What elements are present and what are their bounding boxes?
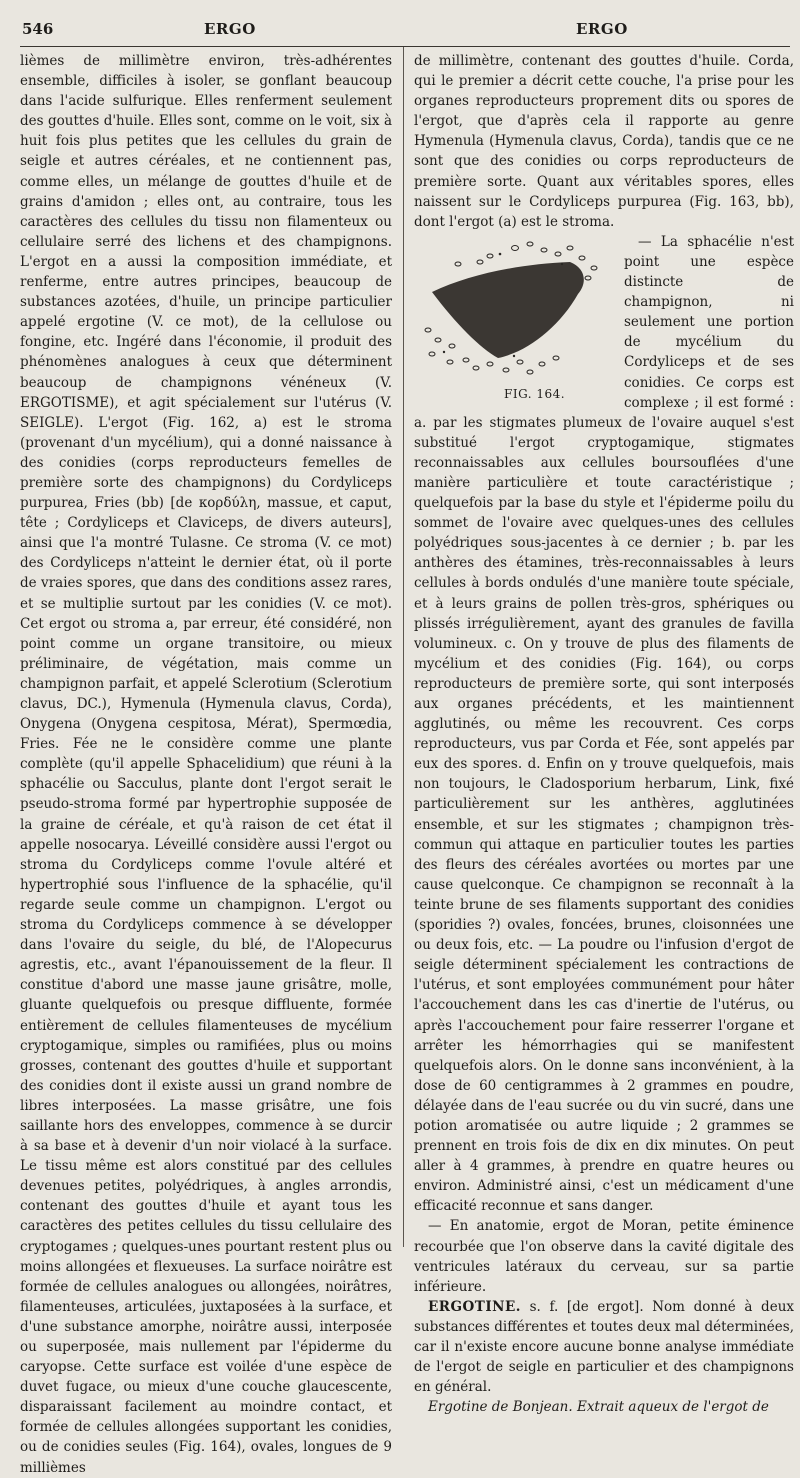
- right-paragraph-anatomie: — En anatomie, ergot de Moran, petite éminence recourbée que l'on observe dans la cavité digitale des ventricules latéraux du cerveau, sur sa partie inférieure.: [414, 1218, 794, 1295]
- left-column: [20, 51, 392, 1478]
- right-paragraph-1: de millimètre, contenant des gouttes d'huile. Corda, qui le premier a décrit cette couche, l'a prise pour les organes reproducteurs proprement dits ou spores de l'ergot, que d'après cela il rapporte au genre Hymenula (Hymenula clavus, Corda), tandis que ce ne sont que des conidies ou corps reproducteurs de première sorte. Quant aux véritables spores, elles naissent sur le Cordyliceps purpurea (Fig. 163, bb), dont l'ergot (a) est le stroma.: [414, 53, 794, 230]
- right-running-title: ERGO: [576, 20, 628, 38]
- page-number: 546: [22, 20, 54, 38]
- entry-definition: s. f. [de ergot]. Nom donné à deux substances différentes et toutes deux mal déterminées, car il n'existe encore aucune bonne analyse immédiate de l'ergot de seigle en particulier et des champignons en général.: [414, 1298, 794, 1396]
- ergot-conidia-illustration: [410, 234, 616, 406]
- left-paragraph: lièmes de millimètre environ, très-adhérentes ensemble, difficiles à isoler, se gonflant beaucoup dans l'acide sulfurique. Elles renferment seulement des gouttes d'huile. Elles sont, comme on le voit, six à huit fois plus petites que les cellules du grain de seigle et autres céréales, et ne contiennent pas, comme elles, un mélange de gouttes d'huile et de grains d'amidon ; elles ont, au contraire, tous les caractères des cellules du tissu non filamenteux ou cellulaire serré des lichens et des champignons. L'ergot en a aussi la composition immédiate, et renferme, entre autres principes, beaucoup de substances azotées, d'huile, un principe particulier appelé ergotine (V. ce mot), de la cellulose ou fongine, etc. Ingéré dans l'économie, il produit des phénomènes analogues à ceux que déterminent beaucoup de champignons vénéneux (V. ERGOTISME), et agit spécialement sur l'utérus (V. SEIGLE). L'ergot (Fig. 162, a) est le stroma (provenant d'un mycélium), qui a donné naissance à des conidies (corps reproducteurs femelles de première sorte des champignons) du Cordyliceps purpurea, Fries (bb) [de κορδύλη, massue, et caput, tête ; Cordyliceps et Claviceps, de divers auteurs], ainsi que l'a montré Tulasne. Ce stroma (V. ce mot) des Cordyliceps n'atteint le dernier état, où il porte de vraies spores, que dans des conditions assez rares, et se multiplie surtout par les conidies (V. ce mot). Cet ergot ou stroma a, par erreur, été considéré, non point comme un organe transitoire, ou mieux préliminaire, de végétation, mais comme un champignon parfait, et appelé Sclerotium (Sclerotium clavus, DC.), Hymenula (Hymenula clavus, Corda), Onygena (Onygena cespitosa, Mérat), Spermœdia, Fries. Fée ne le considère comme une plante complète (qu'il appelle Sphacelidium) que réuni à la sphacélie ou Sacculus, plante dont l'ergot serait le pseudo-stroma formé par hypertrophie supposée de la graine de céréale, et qu'à raison de cet état il appelle nosocarya. Léveillé considère aussi l'ergot ou stroma du Cordyliceps comme l'ovule altéré et hypertrophié sous l'influence de la sphacélie, qu'il regarde seule comme un champignon. L'ergot ou stroma du Cordyliceps commence à se développer dans l'ovaire du seigle, du blé, de l'Alopecurus agrestis, etc., avant l'épanouissement de la fleur. Il constitue d'abord une masse jaune grisâtre, molle, gluante quelquefois ou presque diffluente, formée entièrement de cellules filamenteuses de mycélium cryptogamique, simples ou ramifiées, plus ou moins grosses, contenant des gouttes d'huile et supportant des conidies dont il existe aussi un grand nombre de libres interposées. La masse grisâtre, une fois saillante hors des enveloppes, commence à se durcir à sa base et à devenir d'un noir violacé à la surface. Le tissu même est alors constitué par des cellules devenues petites, polyédriques, à angles arrondis, contenant des gouttes d'huile et ayant tous les caractères des petites cellules du tissu cellulaire des cryptogames ; quelques-unes pourtant restent plus ou moins allongées et flexueuses. La surface noirâtre est formée de cellules analogues ou allongées, noirâtres, filamenteuses, articulées, juxtaposées à la surface, et d'une substance amorphe, noirâtre aussi, interposée ou superposée, mais nullement par l'épiderme du caryopse. Cette surface est voilée d'une espèce de duvet fugace, ou mieux d'une couche glaucescente, disparaissant facilement au moindre contact, et formée de cellules allongées supportant les conidies, ou de conidies seules (Fig. 164), ovales, longues de 9 millièmes: [20, 53, 392, 1476]
- right-paragraph-sphacelie: [414, 232, 794, 1217]
- figure-caption: FIG. 164.: [504, 386, 566, 401]
- column-divider: [403, 47, 404, 1247]
- entry-ergotine: [414, 1297, 794, 1397]
- sphacelie-text: — La sphacélie n'est point une espèce distincte de champignon, ni seulement une portion de mycélium du Cordyliceps et de ses conidies. Ce corps est complexe ; il est formé : a. par les stigmates plumeux de l'ovaire auquel s'est substitué l'ergot cryptogamique, stigmates reconnaissables aux cellules boursouflées d'une manière particulière et toute caractéristique ; quelquefois par la base du style et l'épiderme poilu du sommet de l'ovaire avec quelques-unes des cellules polyédriques sous-jacentes à ce dernier ; b. par les anthères des étamines, très-reconnaissables à leurs cellules à bords ondulés d'une manière toute spéciale, et à leurs grains de pollen très-gros, sphériques ou plissés irrégulièrement, ayant des granules de favilla volumineux. c. On y trouve de plus des filaments de mycélium et des conidies (Fig. 164), ou corps reproducteurs de première sorte, qui sont interposés aux organes précédents, et les maintiennent agglutinés, ou même les recouvrent. Ces corps reproducteurs, vus par Corda et Fée, sont appelés par eux des spores. d. Enfin on y trouve quelquefois, mais non toujours, le Cladosporium herbarum, Link, fixé particulièrement sur les anthères, agglutinées ensemble, et sur les stigmates ; champignon très-commun qui attaque en particulier toutes les parties des fleurs des céréales avortées ou mortes par une cause quelconque. Ce champignon se reconnaît à la teinte brune de ses filaments supportant des conidies (sporidies ?) ovales, foncées, brunes, cloisonnées une ou deux fois, etc. — La poudre ou l'infusion d'ergot de seigle déterminent spécialement les contractions de l'utérus, et sont employées communément pour hâter l'accouchement dans les cas d'inertie de l'utérus, ou après l'accouchement pour faire resserrer l'organe et arrêter les hémorrhagies qui se manifestent quelquefois alors. On le donne sans inconvénient, à la dose de 60 centigrammes à 2 grammes en poudre, délayée dans de l'eau sucrée ou du vin sucré, dans une potion aromatisée ou autre liquide ; 2 grammes se prennent en trois fois de dix en dix minutes. On peut aller à 4 grammes, à prendre en quatre heures ou environ. Administré ainsi, c'est un médicament d'une efficacité reconnue et sans danger.: [414, 233, 794, 1215]
- running-head: [20, 20, 790, 47]
- entry-continuation: [414, 1397, 794, 1417]
- entry-headword: ERGOTINE.: [428, 1298, 521, 1315]
- figure-164: [410, 234, 616, 406]
- right-column: [414, 51, 794, 1417]
- continuation-text: Ergotine de Bonjean. Extrait aqueux de l'ergot de: [428, 1399, 769, 1416]
- left-running-title: ERGO: [204, 20, 256, 38]
